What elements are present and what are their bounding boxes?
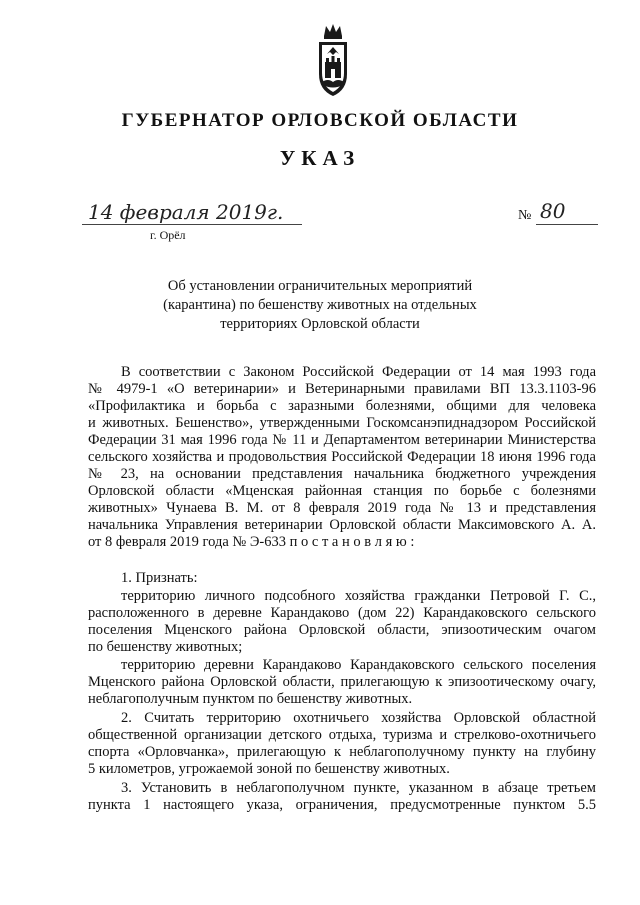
number-underline [536, 224, 598, 225]
item-1-line: Мценского района Орловской области, прилегающую к эпизоотическому очагу, [88, 674, 596, 690]
item-1-line: расположенного в деревне Карандаково (дом 22) Карандаковского сельского [88, 605, 596, 621]
preamble-line: Федерации 31 мая 1996 года № 11 и Департаментом ветеринарии Министерства [88, 432, 596, 448]
issue-city: г. Орёл [150, 228, 186, 242]
subject-line: территориях Орловской области [220, 316, 420, 332]
decree-subject [150, 277, 490, 334]
subject-line: (карантина) по бешенству животных на отдельных [163, 297, 477, 313]
preamble-line: начальника Управления ветеринарии Орловской области Максимовского А. А. [88, 517, 596, 533]
item-3-line: 3. Установить в неблагополучном пункте, указанном в абзаце третьем [121, 780, 596, 796]
item-1-line: по бешенству животных; [88, 639, 243, 655]
item-1-line: территорию деревни Карандаково Карандаковского сельского поселения [121, 657, 596, 673]
item-2-line: спорта «Орловчанка», прилегающую к неблагополучному пункту на глубину [88, 744, 596, 760]
preamble-line: В соответствии с Законом Российской Федерации от 14 мая 1993 года [121, 364, 596, 380]
item-1-line: поселения Мценского района Орловской области, эпизоотическим очагом [88, 622, 596, 638]
item-1-line: территорию личного подсобного хозяйства гражданки Петровой Г. С., [121, 588, 596, 604]
item-2-line: общественной организации детского отдыха, туризма и стрелково-охотничьего [88, 727, 596, 743]
coat-of-arms-icon [316, 22, 350, 98]
item-1-line: неблагополучным пунктом по бешенству животных. [88, 691, 413, 707]
preamble-line: № 23, на основании представления начальника бюджетного учреждения [88, 466, 596, 482]
item-1-title: 1. Признать: [121, 570, 198, 586]
preamble-line: и животных. Бешенство», утвержденными Госкомсанэпиднадзором Российской [88, 415, 596, 431]
number-label: № [518, 208, 532, 223]
handwritten-date: 14 февраля 2019г. [88, 200, 284, 224]
document-type: УКАЗ [279, 146, 361, 170]
preamble-line: сельского хозяйства и продовольствия Российской Федерации 18 июня 1996 года [88, 449, 596, 465]
handwritten-number: 80 [540, 199, 566, 223]
preamble-line: животных» Чунаева В. М. от 8 февраля 2019 года № 13 и представления [88, 500, 596, 516]
issuer-title: ГУБЕРНАТОР ОРЛОВСКОЙ ОБЛАСТИ [121, 110, 519, 131]
preamble-line: «Профилактика и борьба с заразными болезнями, общими для человека [88, 398, 596, 414]
date-underline [82, 224, 302, 225]
subject-line: Об установлении ограничительных мероприятий [167, 278, 473, 294]
preamble-line: Орловской области «Мценская районная станция по борьбе с болезнями [88, 483, 596, 499]
item-3-line: пункта 1 настоящего указа, ограничения, предусмотренные пунктом 5.5 [88, 797, 596, 813]
preamble-line: от 8 февраля 2019 года № Э-633 п о с т а н о в л я ю : [88, 534, 415, 550]
item-2-line: 2. Считать территорию охотничьего хозяйства Орловской областной [121, 710, 596, 726]
preamble-line: № 4979-1 «О ветеринарии» и Ветеринарными правилами ВП 13.3.1103-96 [88, 381, 596, 397]
item-2-line: 5 километров, угрожаемой зоной по бешенству животных. [88, 761, 450, 777]
